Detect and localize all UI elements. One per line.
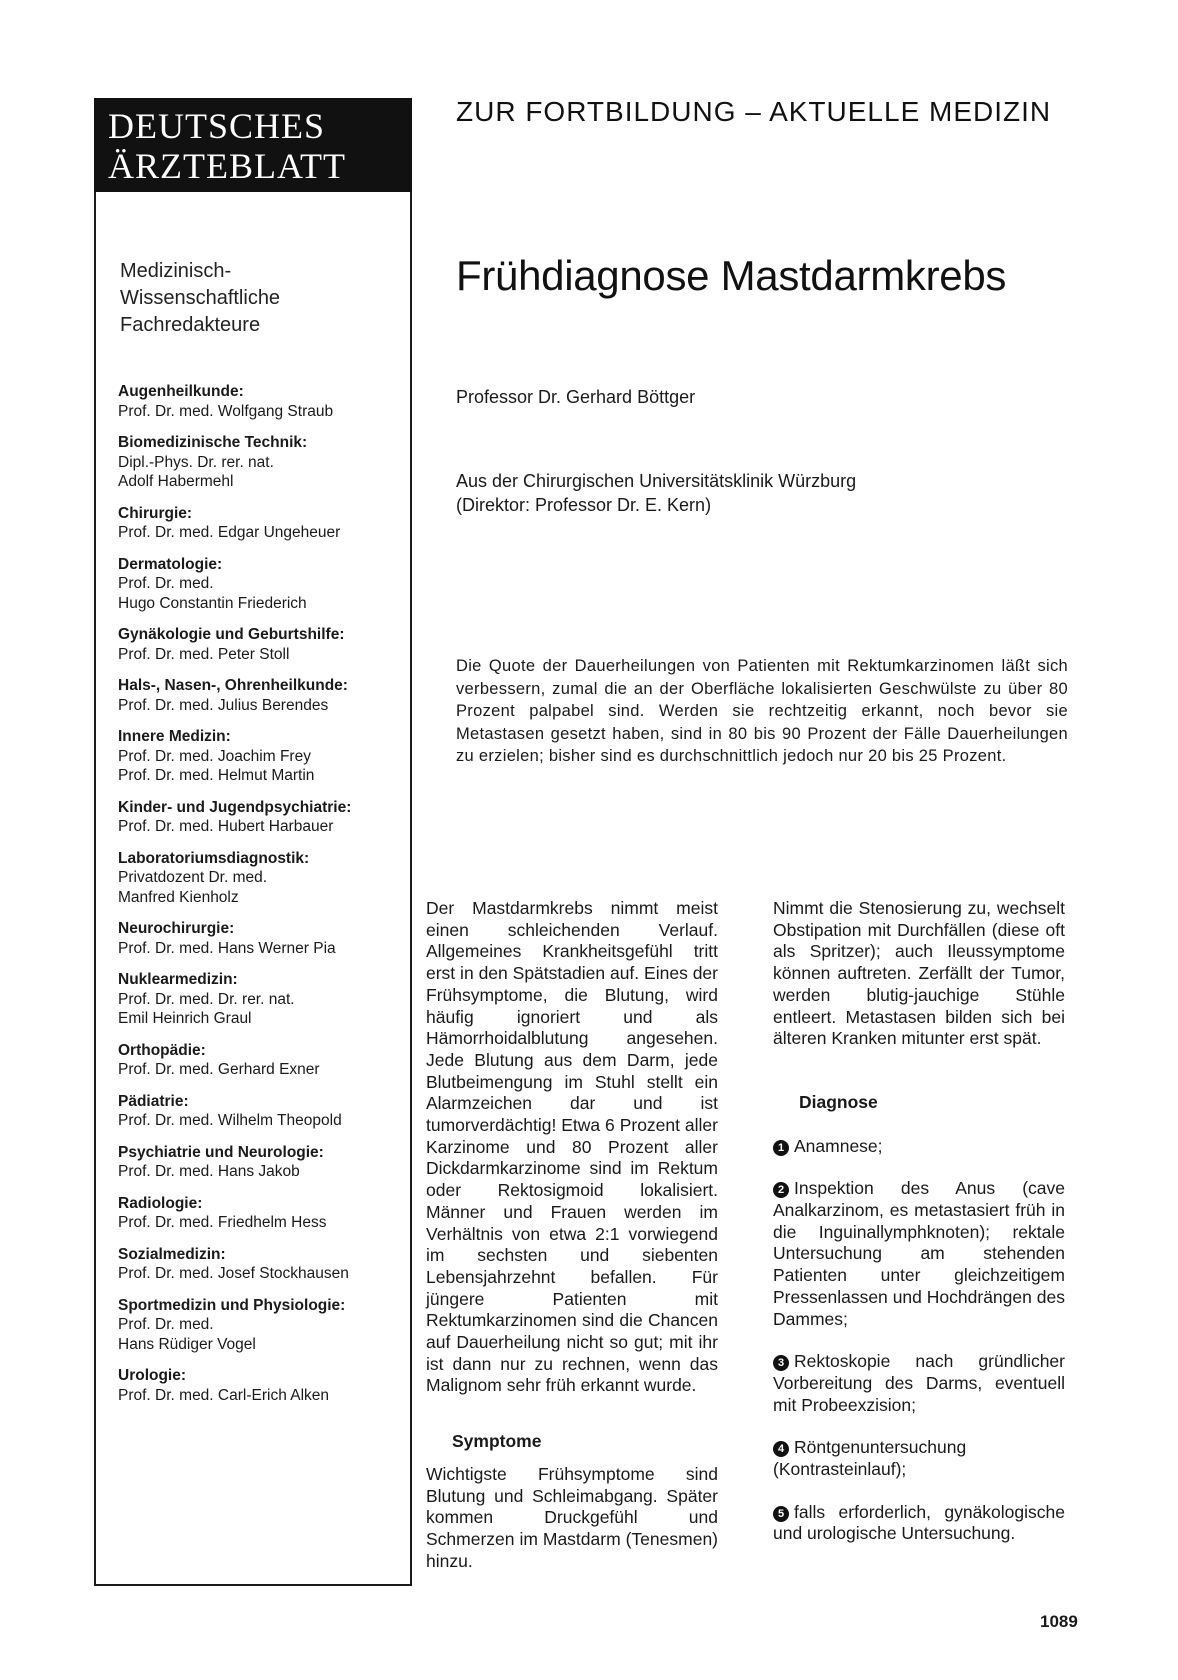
editor-name: Prof. Dr. med. Helmut Martin	[118, 767, 315, 784]
editor-name: Hugo Constantin Friederich	[118, 594, 307, 612]
page-number: 1089	[1040, 1612, 1078, 1631]
editor-field: Sportmedizin und Physiologie:	[118, 1296, 346, 1314]
symptoms-heading: Symptome	[452, 1431, 542, 1452]
diagnosis-item	[773, 1437, 1065, 1480]
editor-group	[118, 1041, 408, 1080]
editor-group	[118, 1143, 408, 1182]
editor-name: Prof. Dr. med. Joachim Frey	[118, 747, 311, 765]
editor-name: Prof. Dr. med. Carl-Erich Alken	[118, 1386, 330, 1404]
editor-group	[118, 727, 408, 786]
editor-name: Prof. Dr. med. Gerhard Exner	[118, 1061, 320, 1078]
editor-group	[118, 849, 408, 908]
diagnosis-item	[773, 1351, 1065, 1416]
editor-name: Emil Heinrich Graul	[118, 1010, 252, 1027]
editor-field: Hals-, Nasen-, Ohrenheilkunde:	[118, 677, 348, 694]
diagnosis-list	[773, 1136, 1065, 1546]
numbered-circle-icon: 1	[773, 1140, 789, 1156]
editor-field: Nuklearmedizin:	[118, 971, 238, 988]
affiliation-line: Aus der Chirurgischen Universitätsklinik Würzburg	[456, 471, 857, 491]
editor-group	[118, 504, 408, 543]
numbered-circle-icon: 4	[773, 1441, 789, 1457]
diagnosis-item-text: Rektoskopie nach gründlicher Vorbereitung des Darms, eventuell mit Probeexzision;	[773, 1351, 1065, 1415]
editor-field: Radiologie:	[118, 1194, 203, 1212]
numbered-circle-icon: 2	[773, 1182, 789, 1198]
editor-group	[118, 555, 408, 614]
editor-name: Prof. Dr. med. Wolfgang Straub	[118, 402, 334, 420]
editor-name: Adolf Habermehl	[118, 473, 234, 490]
editor-field: Dermatologie:	[118, 555, 223, 573]
editor-field: Gynäkologie und Geburtshilfe:	[118, 626, 345, 643]
editors-heading	[120, 258, 280, 339]
editor-group	[118, 919, 408, 958]
editor-name: Prof. Dr. med. Julius Berendes	[118, 696, 329, 714]
diagnosis-heading: Diagnose	[799, 1091, 878, 1112]
editor-field: Kinder- und Jugendpsychiatrie:	[118, 798, 352, 816]
editor-field: Augenheilkunde:	[118, 383, 244, 400]
editor-field: Biomedizinische Technik:	[118, 434, 308, 451]
logo-line-1: DEUTSCHES	[108, 106, 326, 146]
affiliation-line: (Direktor: Professor Dr. E. Kern)	[456, 495, 712, 515]
diagnosis-item	[773, 1178, 1065, 1330]
editor-group	[118, 625, 408, 664]
editor-name: Prof. Dr. med. Friedhelm Hess	[118, 1214, 327, 1231]
editor-name: Hans Rüdiger Vogel	[118, 1335, 256, 1353]
editor-group	[118, 1092, 408, 1131]
editor-group	[118, 798, 408, 837]
editor-group	[118, 1194, 408, 1233]
article-title: Frühdiagnose Mastdarmkrebs	[456, 252, 1007, 299]
editors-heading-line: Fachredakteure	[120, 314, 261, 336]
editor-name: Prof. Dr. med. Hubert Harbauer	[118, 818, 334, 835]
symptoms-paragraph-continued: Nimmt die Stenosierung zu, wechselt Obstipation mit Durchfällen (diese oft als Spritzer); auch Ileussymptome können auftreten. Zerfällt der Tumor, werden blutig-jauchige Stühle entleert. Metastasen bilden sich bei älteren Kranken mitunter erst spät.	[773, 898, 1065, 1049]
editor-list	[118, 382, 408, 1417]
editor-name: Prof. Dr. med. Hans Werner Pia	[118, 939, 336, 957]
editor-name: Prof. Dr. med. Edgar Ungeheuer	[118, 524, 341, 541]
diagnosis-item-text: Röntgenuntersuchung (Kontrasteinlauf);	[773, 1437, 967, 1480]
editor-group	[118, 1366, 408, 1405]
journal-logo	[94, 98, 412, 192]
symptoms-paragraph: Wichtigste Frühsymptome sind Blutung und Schleimabgang. Später kommen Druckgefühl und Schmerzen im Mastdarm (Tenesmen) hinzu.	[426, 1463, 718, 1571]
editor-field: Innere Medizin:	[118, 728, 231, 745]
editor-field: Urologie:	[118, 1367, 187, 1384]
editor-field: Laboratoriumsdiagnostik:	[118, 849, 310, 867]
editor-name: Prof. Dr. med. Hans Jakob	[118, 1163, 300, 1180]
numbered-circle-icon: 3	[773, 1355, 789, 1371]
abstract: Die Quote der Dauerheilungen von Patienten mit Rektumkarzinomen läßt sich verbessern, zumal die an der Oberfläche lokalisierten Geschwülste zu über 80 Prozent palpabel sind. Werden sie rechtzeitig erkannt, noch bevor sie Metastasen gesetzt haben, sind in 80 bis 90 Prozent der Fälle Dauerheilungen zu erzielen; bisher sind es durchschnittlich jedoch nur 20 bis 25 Prozent.	[456, 657, 1068, 765]
editor-name: Manfred Kienholz	[118, 888, 239, 906]
editor-group	[118, 970, 408, 1029]
diagnosis-item	[773, 1502, 1065, 1545]
intro-paragraph: Der Mastdarmkrebs nimmt meist einen schleichenden Verlauf. Allgemeines Krankheitsgefühl tritt erst in den Spätstadien auf. Eines der Frühsymptome, die Blutung, wird häufig ignoriert und als Hämorrhoidalblutung angesehen. Jede Blutung aus dem Darm, jede Blutbeimengung im Stuhl stellt ein Alarmzeichen dar und ist tumorverdächtig! Etwa 6 Prozent aller Karzinome und 80 Prozent aller Dickdarmkarzinome sind im Rektum oder Rektosigmoid lokalisiert. Männer und Frauen werden im Verhältnis von etwa 2:1 vorwiegend im sechsten und siebenten Lebensjahrzehnt befallen. Für jüngere Patienten mit Rektumkarzinomen sind die Chancen auf Dauerheilung nicht so gut; mit ihr ist dann nur zu rechnen, wenn das Malignom sehr früh erkannt wurde.	[426, 898, 718, 1396]
editor-name: Privatdozent Dr. med.	[118, 869, 268, 886]
editor-group	[118, 1296, 408, 1355]
editor-name: Prof. Dr. med. Peter Stoll	[118, 645, 290, 663]
editor-name: Prof. Dr. med. Josef Stockhausen	[118, 1265, 349, 1282]
editor-group	[118, 433, 408, 492]
editor-name: Prof. Dr. med. Dr. rer. nat.	[118, 990, 295, 1008]
affiliation	[456, 469, 856, 517]
diagnosis-item-text: Anamnese;	[794, 1135, 883, 1156]
editors-heading-line: Medizinisch-	[120, 260, 232, 282]
editor-field: Pädiatrie:	[118, 1092, 189, 1110]
editor-name: Prof. Dr. med.	[118, 575, 214, 592]
editor-group	[118, 382, 408, 421]
masthead	[94, 98, 412, 1586]
editor-group	[118, 676, 408, 715]
editor-name: Dipl.-Phys. Dr. rer. nat.	[118, 453, 274, 471]
editor-field: Chirurgie:	[118, 504, 193, 522]
body-column-2	[773, 898, 1065, 1566]
editors-heading-line: Wissenschaftliche	[120, 287, 281, 309]
editor-field: Neurochirurgie:	[118, 920, 235, 937]
editor-field: Orthopädie:	[118, 1041, 206, 1059]
logo-line-2: ÄRZTEBLATT	[108, 146, 346, 186]
editor-name: Prof. Dr. med.	[118, 1316, 214, 1333]
diagnosis-item-text: Inspektion des Anus (cave Analkarzinom, es metastasiert früh in die Inguinallymphknoten); rektale Untersuchung am stehenden Patienten unter gleichzeitigem Pressenlassen und Hochdrängen des Dammes;	[773, 1178, 1065, 1329]
editor-group	[118, 1245, 408, 1284]
body-column-1	[426, 898, 718, 1572]
editor-field: Sozialmedizin:	[118, 1245, 226, 1263]
editor-name: Prof. Dr. med. Wilhelm Theopold	[118, 1112, 342, 1129]
editor-field: Psychiatrie und Neurologie:	[118, 1143, 324, 1161]
numbered-circle-icon: 5	[773, 1506, 789, 1522]
section-heading: ZUR FORTBILDUNG – AKTUELLE MEDIZIN	[456, 96, 1052, 127]
diagnosis-item-text: falls erforderlich, gynäkologische und urologische Untersuchung.	[773, 1501, 1065, 1544]
author: Professor Dr. Gerhard Böttger	[456, 387, 696, 407]
diagnosis-item	[773, 1136, 1065, 1158]
